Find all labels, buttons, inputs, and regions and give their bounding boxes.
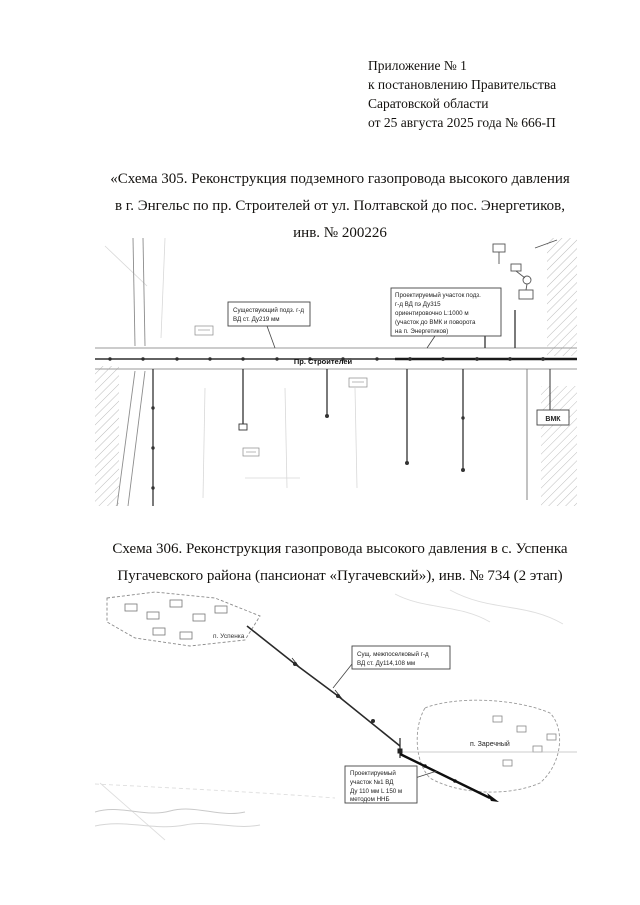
branch-endpoints [151,406,465,489]
existing-pipeline [247,626,400,746]
street-name-label: Пр. Строителей [293,357,353,366]
background-parcels [105,238,357,498]
projected-note-line: Ду 110 мм L 150 м [350,788,403,795]
scheme-306-map [95,588,577,852]
scheme-305-map [95,238,577,508]
existing-pipeline-note [228,302,310,348]
projected-pipeline-note [345,766,437,803]
hatch-areas [95,238,577,506]
header-line: Саратовской области [368,96,489,111]
background-fields [95,590,563,840]
uspenka-buildings [125,600,227,639]
scheme-306-title [58,536,622,590]
scheme-305-drawing [95,238,577,508]
appendix-header [368,56,618,132]
header-line: Приложение № 1 [368,58,467,73]
zarechny-village [417,700,559,792]
title-line: Пугачевского района (пансионат «Пугачевский»), инв. № 734 (2 этап) [117,568,563,584]
projected-note-line: г-д ВД пэ Ду315 [395,301,441,308]
existing-note-line: Существующий подз. г-д [233,307,305,314]
uspenka-label: п. Успенка [213,633,245,640]
title-line: в г. Энгельс по пр. Строителей от ул. Полтавской до пос. Энергетиков, [114,198,566,214]
left-road [117,238,145,506]
existing-note-line: ВД ст. Ду219 мм [233,316,280,323]
projected-note-line: на п. Энергетиков) [395,328,449,335]
zarechny-label: п. Заречный [470,741,510,748]
header-line: к постановлению Правительства [368,77,557,92]
projected-note-line: ориентировочно L:1000 м [395,310,469,317]
vmk-label: ВМК [545,416,561,423]
existing-note-line: ВД ст. Ду114,108 мм [357,660,416,667]
projected-note-line: участок №1 ВД [350,779,394,786]
title-line: Схема 306. Реконструкция газопровода высокого давления в с. Успенка [112,541,568,557]
projected-note-line: методом ННБ [350,796,390,803]
header-line: от 25 августа 2025 года № 666-П [368,115,556,130]
existing-pipeline-note [333,646,450,688]
scheme-306-drawing [95,588,577,852]
title-line: «Схема 305. Реконструкция подземного газопровода высокого давления [110,171,570,187]
projected-note-line: Проектируемый [350,770,396,777]
title-line: инв. № 200226 [293,225,387,241]
scheme-305-title [48,166,632,247]
uspenka-village [107,592,260,646]
small-label-boxes [195,326,367,456]
existing-note-line: Сущ. межпоселковый г-д [357,651,429,658]
projected-note-line: (участок до ВМК и поворота [395,319,476,326]
river-lines [95,809,260,827]
projected-note-line: Проектируемый участок подз. [395,292,481,299]
